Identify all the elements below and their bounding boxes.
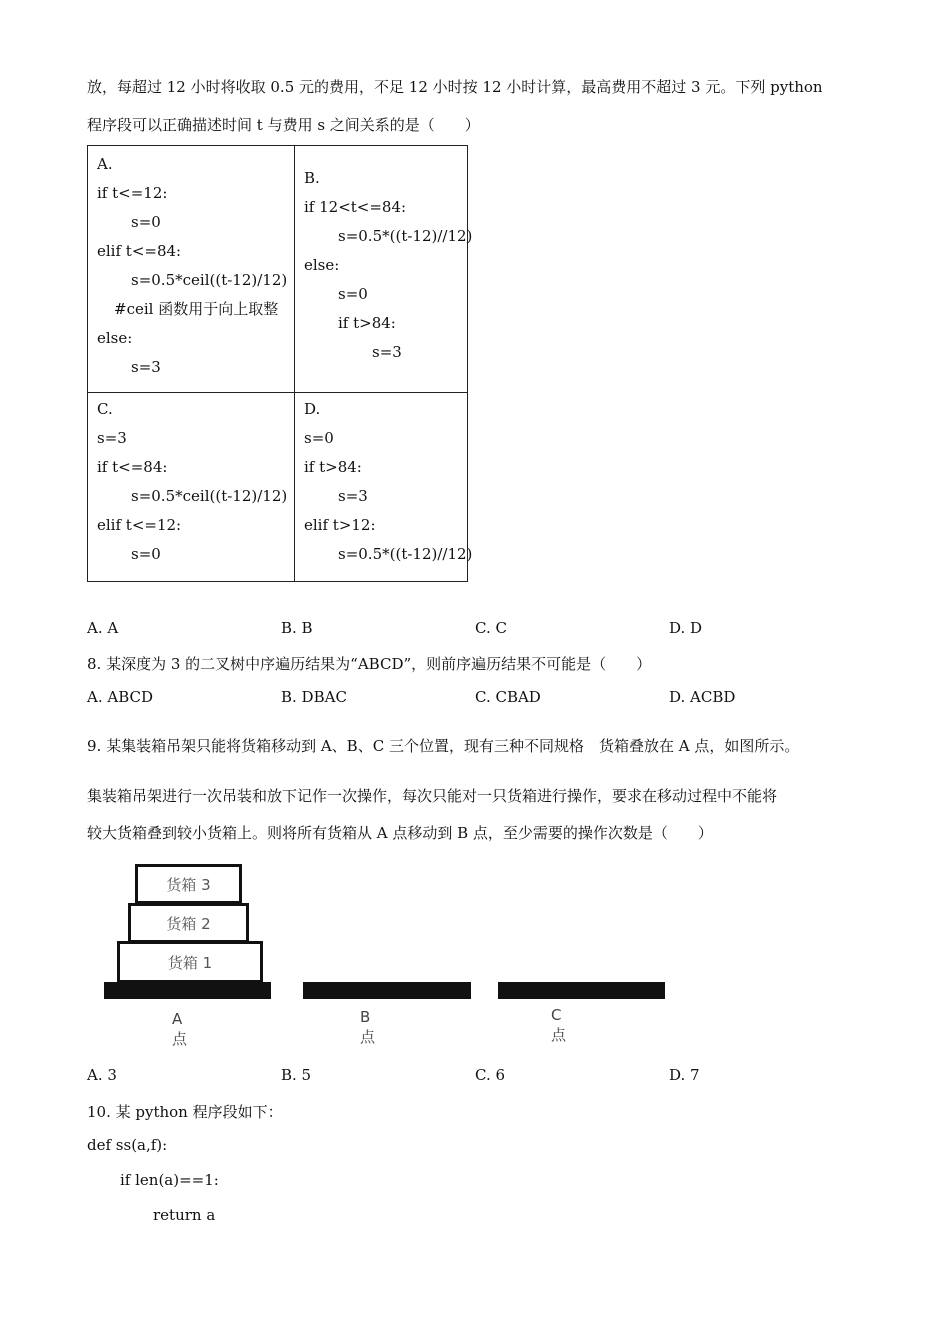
code-line: if t<=12:: [97, 184, 168, 202]
code-line: elif t>12:: [304, 516, 376, 534]
code-line: if len(a)==1:: [120, 1171, 219, 1189]
code-line: s=3: [372, 343, 402, 361]
code-line: return a: [153, 1206, 216, 1224]
code-line: s=3: [338, 487, 368, 505]
answer-option-d[interactable]: D. 7: [669, 1066, 700, 1084]
answer-option-c[interactable]: C. CBAD: [475, 688, 541, 706]
option-c-cell: [88, 393, 295, 582]
answer-option-c[interactable]: C. C: [475, 619, 507, 637]
point-c-base: [498, 982, 665, 999]
code-line: if t>84:: [304, 458, 362, 476]
answer-option-b[interactable]: B. B: [281, 619, 313, 637]
code-line: s=0.5*((t-12)//12): [338, 545, 473, 563]
answer-option-a[interactable]: A. 3: [87, 1066, 117, 1084]
point-a-label: A点: [172, 1010, 188, 1048]
code-line: B.: [304, 169, 320, 187]
code-line: A.: [97, 155, 113, 173]
point-a-base: [104, 982, 271, 999]
code-line: D.: [304, 400, 321, 418]
answer-option-d[interactable]: D. D: [669, 619, 703, 637]
code-line: C.: [97, 400, 113, 418]
cargo-box-1: 货箱 1: [117, 941, 263, 983]
code-comment: #ceil 函数用于向上取整: [114, 300, 279, 318]
code-line: elif t<=84:: [97, 242, 182, 260]
code-line: if t>84:: [338, 314, 396, 332]
code-line: else:: [304, 256, 340, 274]
option-b-cell: [295, 146, 473, 393]
point-c-label: C点: [551, 1006, 567, 1044]
code-line: s=0: [304, 429, 334, 447]
code-line: s=3: [97, 429, 127, 447]
code-line: elif t<=12:: [97, 516, 182, 534]
answer-option-a[interactable]: A. A: [87, 619, 119, 637]
code-line: if t<=84:: [97, 458, 168, 476]
code-line: s=0: [131, 545, 161, 563]
answer-option-d[interactable]: D. ACBD: [669, 688, 736, 706]
question-text-line: 程序段可以正确描述时间 t 与费用 s 之间关系的是（ ）: [87, 116, 480, 134]
code-options-table: [87, 145, 473, 582]
code-line: if 12<t<=84:: [304, 198, 407, 216]
option-d-cell: [295, 393, 473, 582]
code-line: s=0: [338, 285, 368, 303]
question-8-text: 8. 某深度为 3 的二叉树中序遍历结果为“ABCD”，则前序遍历结果不可能是（ ）: [87, 655, 652, 673]
answer-option-b[interactable]: B. 5: [281, 1066, 312, 1084]
question-text-line: 放，每超过 12 小时将收取 0.5 元的费用，不足 12 小时按 12 小时计算，最高费用不超过 3 元。下列 python: [87, 78, 823, 96]
answer-option-b[interactable]: B. DBAC: [281, 688, 347, 706]
point-b-label: B点: [360, 1008, 376, 1046]
answer-option-a[interactable]: A. ABCD: [87, 688, 154, 706]
code-line: def ss(a,f):: [87, 1136, 168, 1154]
cargo-box-3: 货箱 3: [135, 864, 242, 904]
code-line: s=0: [131, 213, 161, 231]
question-9-text: 较大货箱叠到较小货箱上。则将所有货箱从 A 点移动到 B 点，至少需要的操作次数是（ ）: [87, 824, 713, 842]
question-9-text: 集装箱吊架进行一次吊装和放下记作一次操作，每次只能对一只货箱进行操作，要求在移动过程中不能将: [87, 787, 778, 805]
code-line: s=3: [131, 358, 161, 376]
question-9-text: 9. 某集装箱吊架只能将货箱移动到 A、B、C 三个位置，现有三种不同规格 货箱叠放在 A 点，如图所示。: [87, 737, 800, 755]
point-b-base: [303, 982, 471, 999]
code-line: else:: [97, 329, 133, 347]
answer-option-c[interactable]: C. 6: [475, 1066, 506, 1084]
code-line: s=0.5*ceil((t-12)/12): [131, 487, 288, 505]
code-line: s=0.5*((t-12)//12): [338, 227, 473, 245]
cargo-box-2: 货箱 2: [128, 903, 249, 943]
question-10-text: 10. 某 python 程序段如下：: [87, 1103, 283, 1121]
option-a-cell: [88, 146, 295, 393]
code-line: s=0.5*ceil((t-12)/12): [131, 271, 288, 289]
